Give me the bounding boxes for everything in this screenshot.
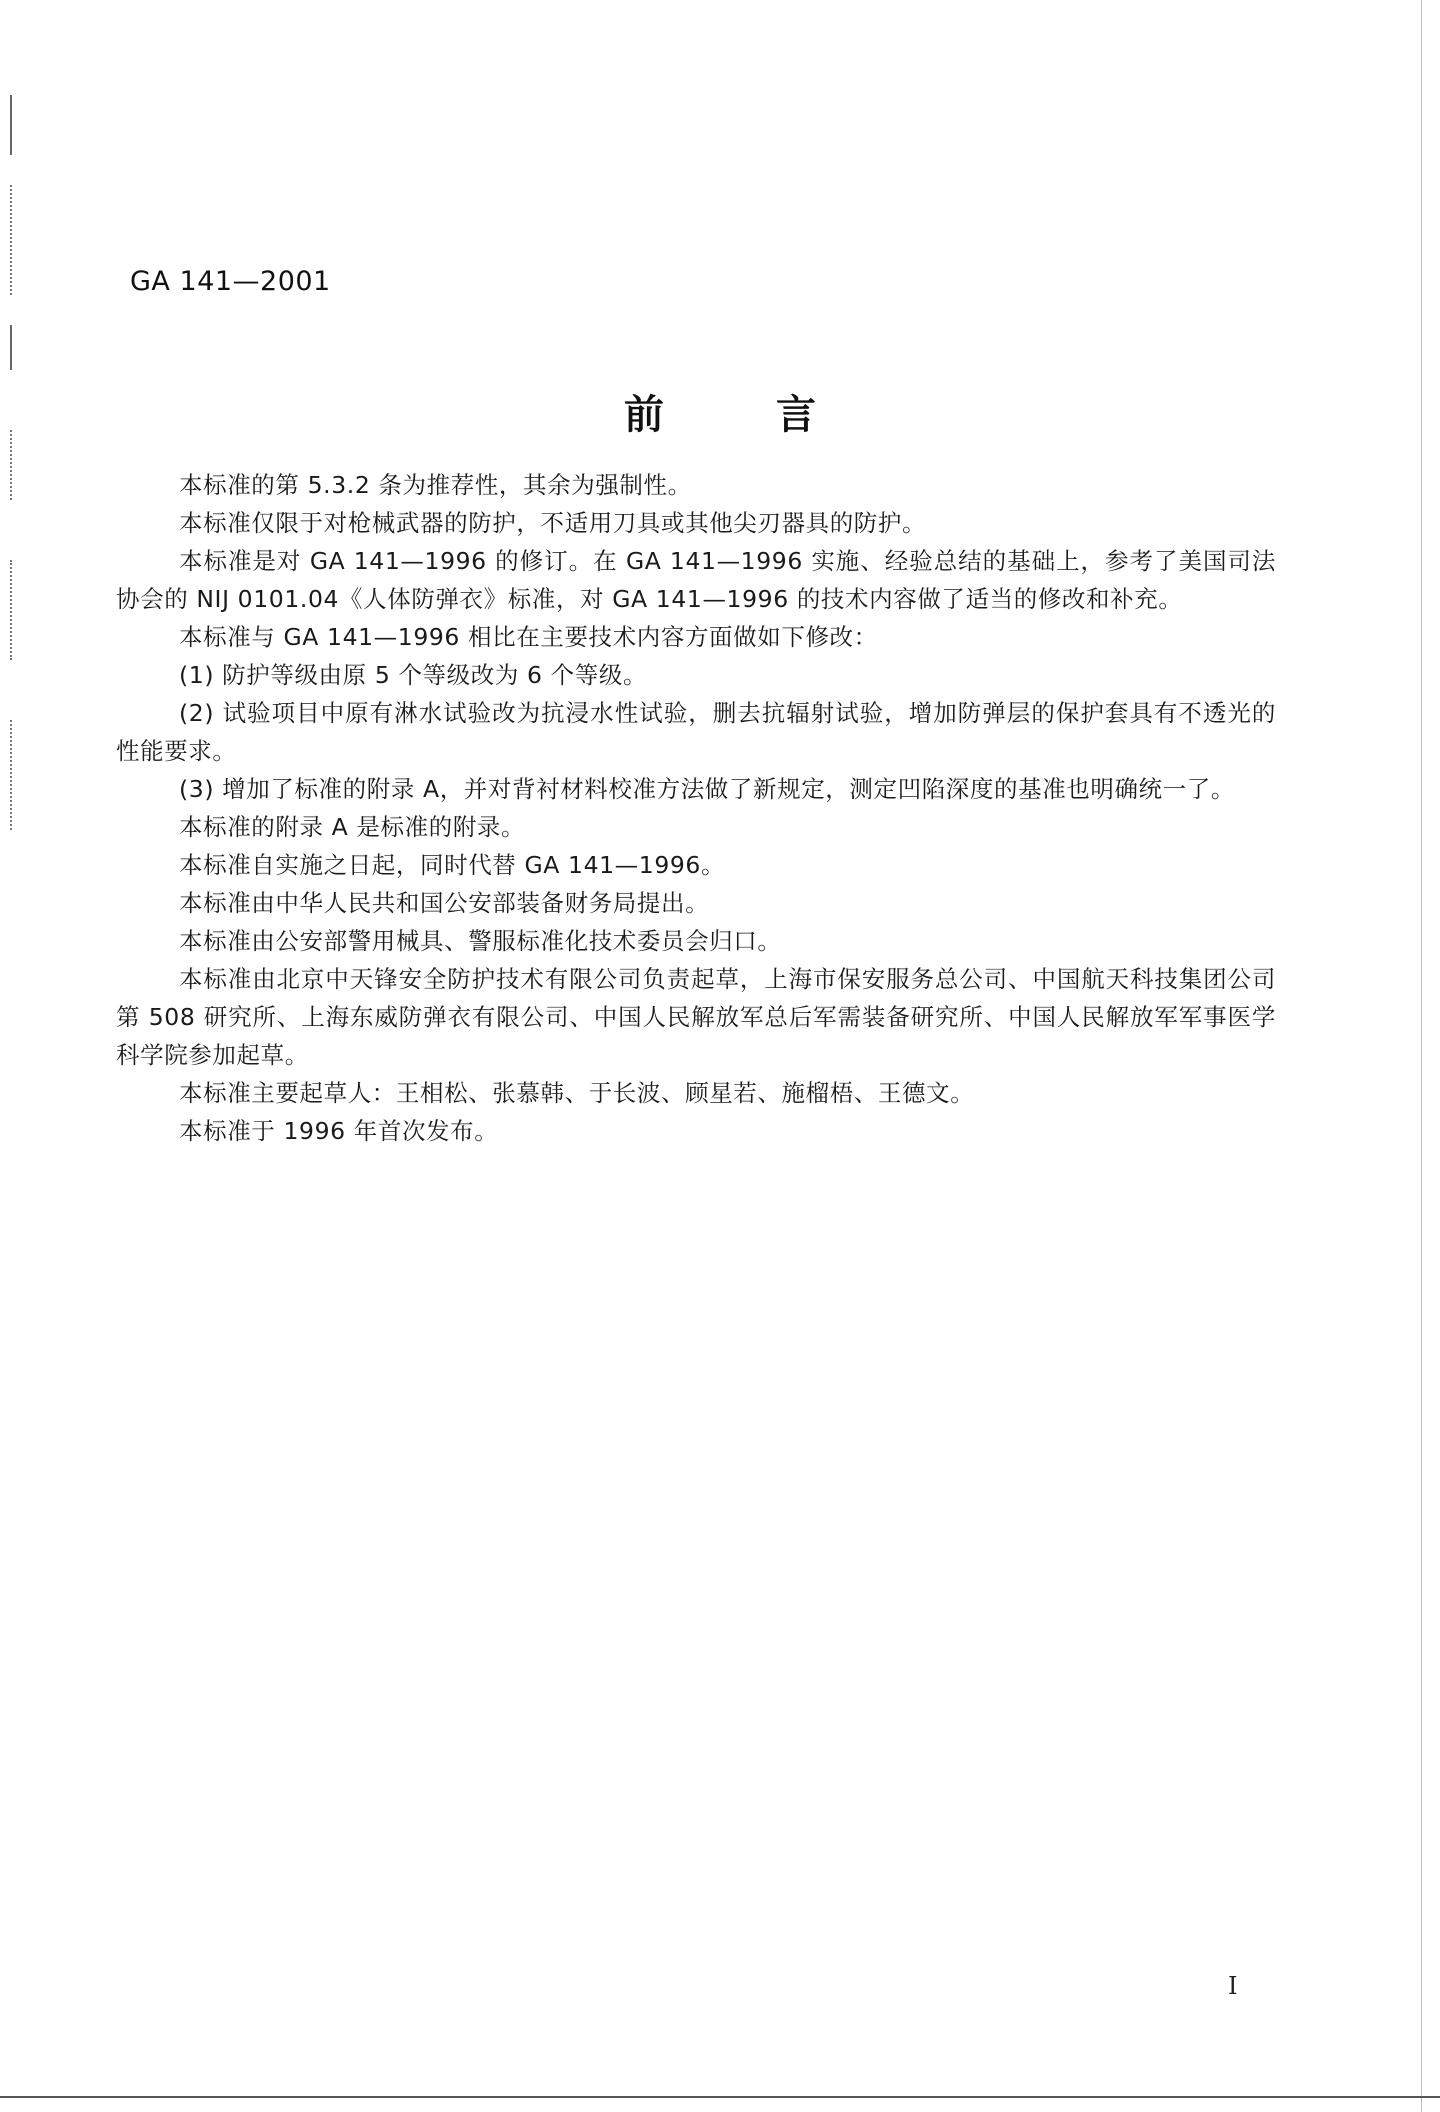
scan-artifact bbox=[10, 95, 12, 155]
paragraph: 本标准主要起草人：王相松、张慕韩、于长波、顾星若、施榴梧、王德文。 bbox=[179, 1079, 975, 1107]
paragraph: 本标准由中华人民共和国公安部装备财务局提出。 bbox=[179, 889, 710, 917]
paragraph: 本标准于 1996 年首次发布。 bbox=[179, 1117, 499, 1145]
paragraph: 本标准自实施之日起，同时代替 GA 141—1996。 bbox=[179, 851, 726, 879]
preface-body bbox=[116, 466, 1276, 1150]
list-item: (2) 试验项目中原有淋水试验改为抗浸水性试验，删去抗辐射试验，增加防弹层的保护套具有不透光的性能要求。 bbox=[116, 699, 1276, 765]
paragraph: 本标准的附录 A 是标准的附录。 bbox=[179, 813, 526, 841]
document-code: GA 141—2001 bbox=[130, 266, 331, 297]
scan-artifact bbox=[10, 185, 12, 295]
paragraph: 本标准仅限于对枪械武器的防护，不适用刀具或其他尖刃器具的防护。 bbox=[179, 509, 927, 537]
scan-artifact bbox=[10, 720, 12, 830]
paragraph: 本标准是对 GA 141—1996 的修订。在 GA 141—1996 实施、经验总结的基础上，参考了美国司法协会的 NIJ 0101.04《人体防弹衣》标准，对 GA 141—1996 的技术内容做了适当的修改和补充。 bbox=[116, 547, 1276, 613]
page-title: 前言 bbox=[624, 392, 928, 438]
paragraph: 本标准与 GA 141—1996 相比在主要技术内容方面做如下修改： bbox=[179, 623, 878, 651]
paragraph: 本标准由北京中天锋安全防护技术有限公司负责起草，上海市保安服务总公司、中国航天科技集团公司第 508 研究所、上海东威防弹衣有限公司、中国人民解放军总后军需装备研究所、中国人民解放军军事医学科学院参加起草。 bbox=[116, 965, 1276, 1069]
scan-edge bbox=[1421, 0, 1422, 2112]
page-number: I bbox=[1228, 1972, 1238, 2000]
list-item: (3) 增加了标准的附录 A，并对背衬材料校准方法做了新规定，测定凹陷深度的基准也明确统一了。 bbox=[179, 775, 1236, 803]
scan-edge bbox=[0, 2096, 1440, 2112]
scan-artifact bbox=[10, 560, 12, 660]
scan-artifact bbox=[10, 325, 12, 370]
paragraph: 本标准由公安部警用械具、警服标准化技术委员会归口。 bbox=[179, 927, 782, 955]
paragraph: 本标准的第 5.3.2 条为推荐性，其余为强制性。 bbox=[179, 471, 692, 499]
list-item: (1) 防护等级由原 5 个等级改为 6 个等级。 bbox=[179, 661, 648, 689]
scan-artifact bbox=[10, 430, 12, 500]
